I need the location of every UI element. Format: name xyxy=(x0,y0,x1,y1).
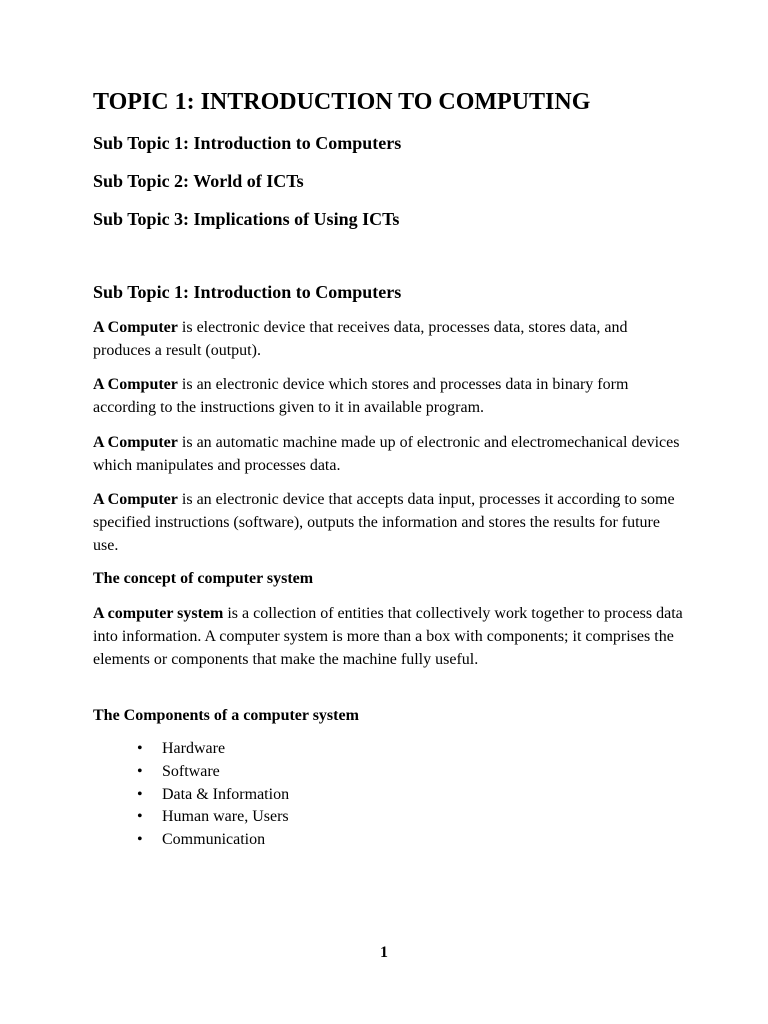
bullet-icon: • xyxy=(137,831,143,848)
components-list xyxy=(93,738,289,852)
definition-term: A Computer xyxy=(93,376,178,393)
bullet-icon: • xyxy=(137,740,143,757)
list-item xyxy=(93,761,289,784)
list-item-label: Data & Information xyxy=(162,785,290,803)
list-item xyxy=(93,784,289,807)
list-item-label: Communication xyxy=(162,831,266,848)
definition-term: A Computer xyxy=(93,434,178,451)
concept-paragraph xyxy=(93,602,683,671)
definition-paragraph-3 xyxy=(93,431,683,477)
definition-paragraph-2 xyxy=(93,373,683,419)
subtopic-1-link: Sub Topic 1: Introduction to Computers xyxy=(93,133,402,153)
subtopic-2-link: Sub Topic 2: World of ICTs xyxy=(93,171,304,191)
concept-text: is a collection of entities that collectively work together to process data into information. A computer system is more than a box with components; it comprises the elements or components that make the machine fully useful. xyxy=(93,605,683,668)
definition-paragraph-1 xyxy=(93,316,683,362)
definition-text: is an electronic device which stores and processes data in binary form according to the instructions given to it in available program. xyxy=(93,376,629,416)
section-heading: Sub Topic 1: Introduction to Computers xyxy=(93,282,402,302)
subtopic-3-link: Sub Topic 3: Implications of Using ICTs xyxy=(93,209,400,229)
bullet-icon: • xyxy=(137,785,143,803)
definition-text: is an automatic machine made up of electronic and electromechanical devices which manipulates and processes data. xyxy=(93,434,680,474)
list-item xyxy=(93,806,289,829)
list-item xyxy=(93,738,289,761)
list-item xyxy=(93,829,289,852)
bullet-icon: • xyxy=(137,808,143,826)
list-item-label: Software xyxy=(162,762,220,780)
topic-title: TOPIC 1: INTRODUCTION TO COMPUTING xyxy=(93,89,591,115)
concept-heading: The concept of computer system xyxy=(93,570,314,587)
page-number: 1 xyxy=(380,944,388,961)
definition-term: A Computer xyxy=(93,319,178,336)
list-item-label: Human ware, Users xyxy=(162,808,289,826)
bullet-icon: • xyxy=(137,762,143,780)
definition-term: A Computer xyxy=(93,491,178,508)
definition-paragraph-4 xyxy=(93,488,683,557)
list-item-label: Hardware xyxy=(162,740,226,757)
definition-text: is an electronic device that accepts data input, processes it according to some specified instructions (software), outputs the information and stores the results for future use. xyxy=(93,491,675,554)
components-heading: The Components of a computer system xyxy=(93,707,359,724)
definition-text: is electronic device that receives data, processes data, stores data, and produces a result (output). xyxy=(93,319,628,359)
concept-term: A computer system xyxy=(93,605,224,622)
